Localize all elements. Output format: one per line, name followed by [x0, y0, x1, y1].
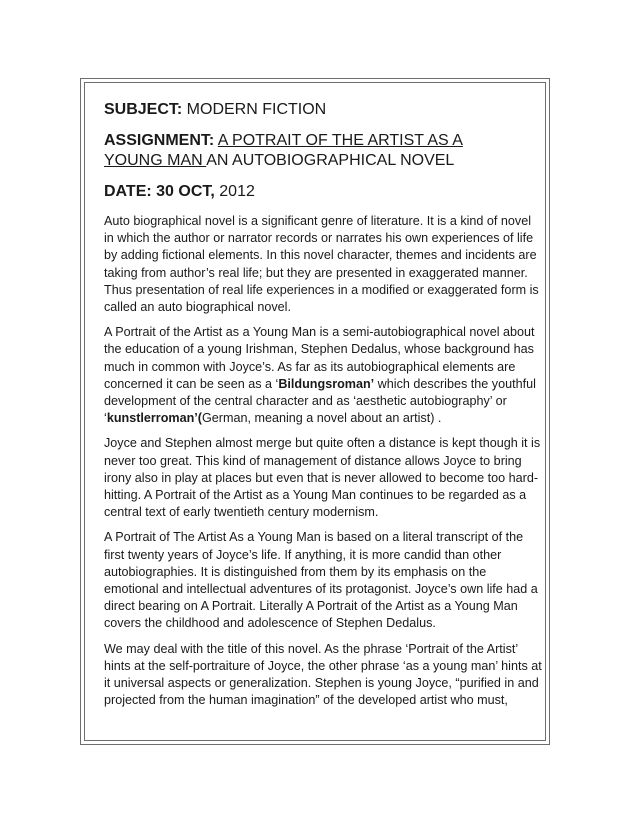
date-line: [104, 182, 544, 202]
subject-line: [104, 100, 544, 120]
term-bildungsroman: Bildungsroman’: [278, 376, 375, 391]
paragraph-5: We may deal with the title of this novel. As the phrase ‘Portrait of the Artist’ hints at the self-portraiture of Joyce, the other phrase ‘as a young man’ hints at it universal aspects or generalization. Stephen is young Joyce, “purified in and projected from the human imagination” of the developed artist who must,: [104, 641, 542, 708]
document-body: [104, 100, 544, 717]
date-value: 2012: [214, 183, 255, 200]
assignment-title-rest: AN AUTOBIOGRAPHICAL NOVEL: [206, 152, 455, 169]
paragraph-4: A Portrait of The Artist As a Young Man is based on a literal transcript of the first twenty years of Joyce’s life. If anything, it is more candid than other autobiographies. It is distinguished from them by its emphasis on the emotional and intellectual adventures of its protagonist. Joyce’s own life had a direct bearing on A Portrait. Literally A Portrait of the Artist as a Young Man covers the childhood and adolescence of Stephen Dedalus.: [104, 530, 538, 631]
date-label: DATE: 30 OCT,: [104, 183, 215, 200]
paragraph-2: [104, 324, 544, 427]
paragraph-1: Auto biographical novel is a significant genre of literature. It is a kind of novel in which the author or narrator records or narrates his own experiences of life by adding fictional elements. In this novel character, themes and incidents are taking from author’s real life; but they are presented in exaggerated manner. Thus presentation of real life experiences in a modified or exaggerated form is called an auto biographical novel.: [104, 214, 539, 315]
subject-value: MODERN FICTION: [182, 101, 327, 118]
assignment-label: ASSIGNMENT:: [104, 132, 215, 149]
assignment-line: [104, 131, 544, 171]
paragraph-2-text-b: which describes the youthful development of the central character and as ‘aesthetic autobiography’ or ‘: [104, 376, 536, 426]
paragraph-2-text-c: German, meaning a novel about an artist) .: [202, 411, 442, 426]
assignment-title-part-2: YOUNG MAN: [104, 152, 207, 169]
assignment-title-part-1: A POTRAIT OF THE ARTIST AS A: [217, 132, 463, 149]
paragraph-3: Joyce and Stephen almost merge but quite often a distance is kept though it is never too great. This kind of management of distance allows Joyce to bring irony also in play at places but even that is never allowed to become too hard-hitting. A Portrait of the Artist as a Young Man continues to be regarded as a central text of early twentieth century modernism.: [104, 436, 541, 520]
subject-label: SUBJECT:: [104, 101, 183, 118]
paragraph-2-text-a: A Portrait of the Artist as a Young Man is a semi-autobiographical novel about the education of a young Irishman, Stephen Dedalus, whose background has much in common with Joyce’s. As far as its autobiographical elements are concerned it can be seen as a ‘: [104, 325, 535, 391]
term-kunstlerroman: kunstlerroman’(: [106, 411, 202, 426]
